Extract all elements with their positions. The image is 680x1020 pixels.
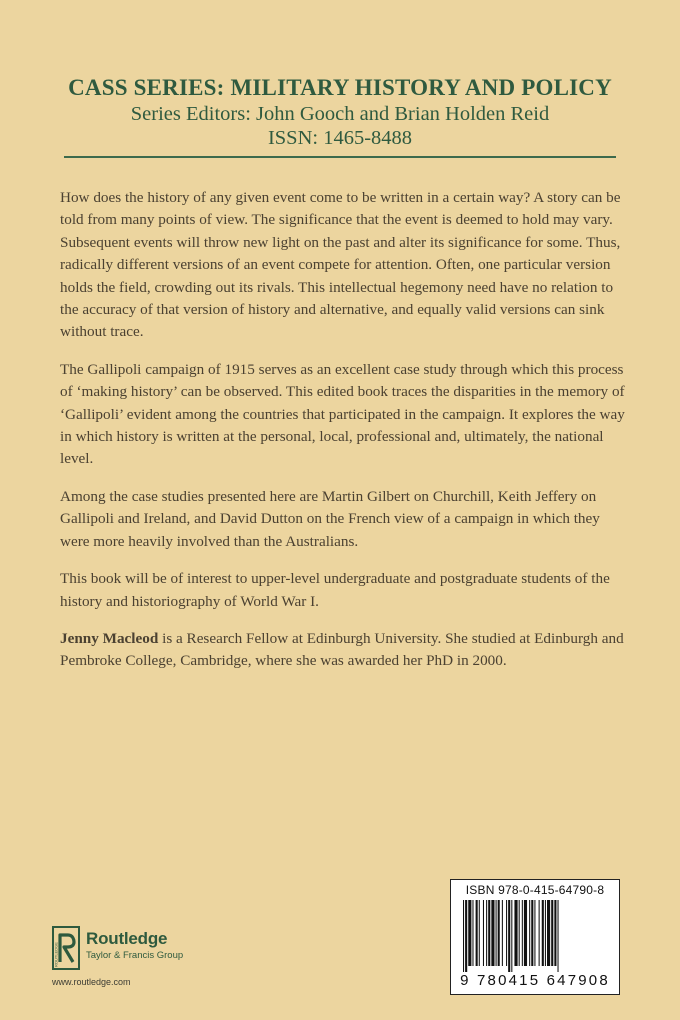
publisher-name: Routledge	[86, 929, 168, 948]
series-title: CASS SERIES: MILITARY HISTORY AND POLICY	[68, 75, 612, 100]
author-bio	[60, 628, 626, 673]
barcode-bar	[508, 900, 510, 972]
publisher-website: www.routledge.com	[52, 977, 131, 987]
barcode-bar	[498, 900, 500, 966]
barcode-bar	[479, 900, 480, 966]
barcode-bars	[461, 900, 611, 972]
barcode-bar	[545, 900, 546, 966]
barcode-bar	[531, 900, 533, 966]
series-issn: ISSN: 1465-8488	[267, 127, 413, 149]
blurb-paragraph: How does the history of any given event come to be written in a certain way? A story can be told from many points of view. The significance that the event is deemed to hold may vary. Subsequent events will throw new light on the past and alter its significance for some. Thus, radically different versions of an event compete for attention. Often, one particular version holds the field, crowding out its rivals. This intellectual hegemony need have no relation to the accuracy of that version of history and alternative, and equally valid versions can sink without trace.	[60, 189, 621, 341]
barcode-bar	[465, 900, 467, 972]
publisher-group: Taylor & Francis Group	[86, 950, 184, 961]
series-editors: Series Editors: John Gooch and Brian Holden Reid	[130, 103, 550, 125]
author-name: Jenny Macleod	[60, 629, 159, 647]
barcode-bar	[554, 900, 556, 966]
publisher-logo	[52, 926, 222, 972]
ean-digits: 9 780415 647908	[460, 972, 610, 989]
header-divider	[64, 156, 616, 158]
routledge-r-icon	[52, 926, 80, 970]
blurb-paragraph: This book will be of interest to upper-level undergraduate and postgraduate students of the history and historiography of World War I.	[60, 570, 610, 610]
barcode-bar	[542, 900, 544, 966]
barcode-bar	[547, 900, 550, 966]
barcode-bar	[519, 900, 520, 966]
blurb-paragraph: Among the case studies presented here are Martin Gilbert on Churchill, Keith Jeffery on Gallipoli and Ireland, and David Dutton on the French view of a campaign in which they were more heavily involved than the Australians.	[60, 487, 600, 550]
barcode-bar	[529, 900, 530, 966]
barcode-bar	[534, 900, 535, 966]
barcode-bar	[491, 900, 494, 966]
barcode-bar	[506, 900, 507, 966]
barcode-bar	[496, 900, 497, 966]
barcode-bar	[551, 900, 553, 966]
series-header	[0, 74, 680, 150]
barcode-bar	[539, 900, 540, 966]
barcode-bar	[488, 900, 490, 966]
barcode	[450, 879, 620, 995]
blurb-paragraph: The Gallipoli campaign of 1915 serves as an excellent case study through which this process of ‘making history’ can be observed. This edited book traces the disparities in the memory of ‘Gallipoli’ evident among the countries that participated in the campaign. It explores the way in which history is written at the personal, local, professional and, ultimately, the national level.	[60, 360, 625, 468]
barcode-bar	[468, 900, 471, 966]
barcode-bar	[486, 900, 487, 966]
barcode-bar	[558, 900, 559, 972]
barcode-bar	[463, 900, 464, 972]
svg-text:ROUTLEDGE: ROUTLEDGE	[53, 942, 59, 967]
barcode-bar	[472, 900, 473, 966]
author-bio-text: is a Research Fellow at Edinburgh University. She studied at Edinburgh and Pembroke College, Cambridge, where she was awarded her PhD in 2000.	[60, 629, 624, 670]
barcode-bar	[514, 900, 517, 966]
barcode-bar	[524, 900, 527, 966]
barcode-bar	[511, 900, 512, 972]
barcode-bar	[522, 900, 523, 966]
barcode-bar	[476, 900, 478, 966]
barcode-bar	[502, 900, 503, 966]
barcode-bar	[483, 900, 484, 966]
blurb-text	[60, 187, 626, 688]
isbn-label: ISBN 978-0-415-64790-8	[465, 883, 605, 897]
